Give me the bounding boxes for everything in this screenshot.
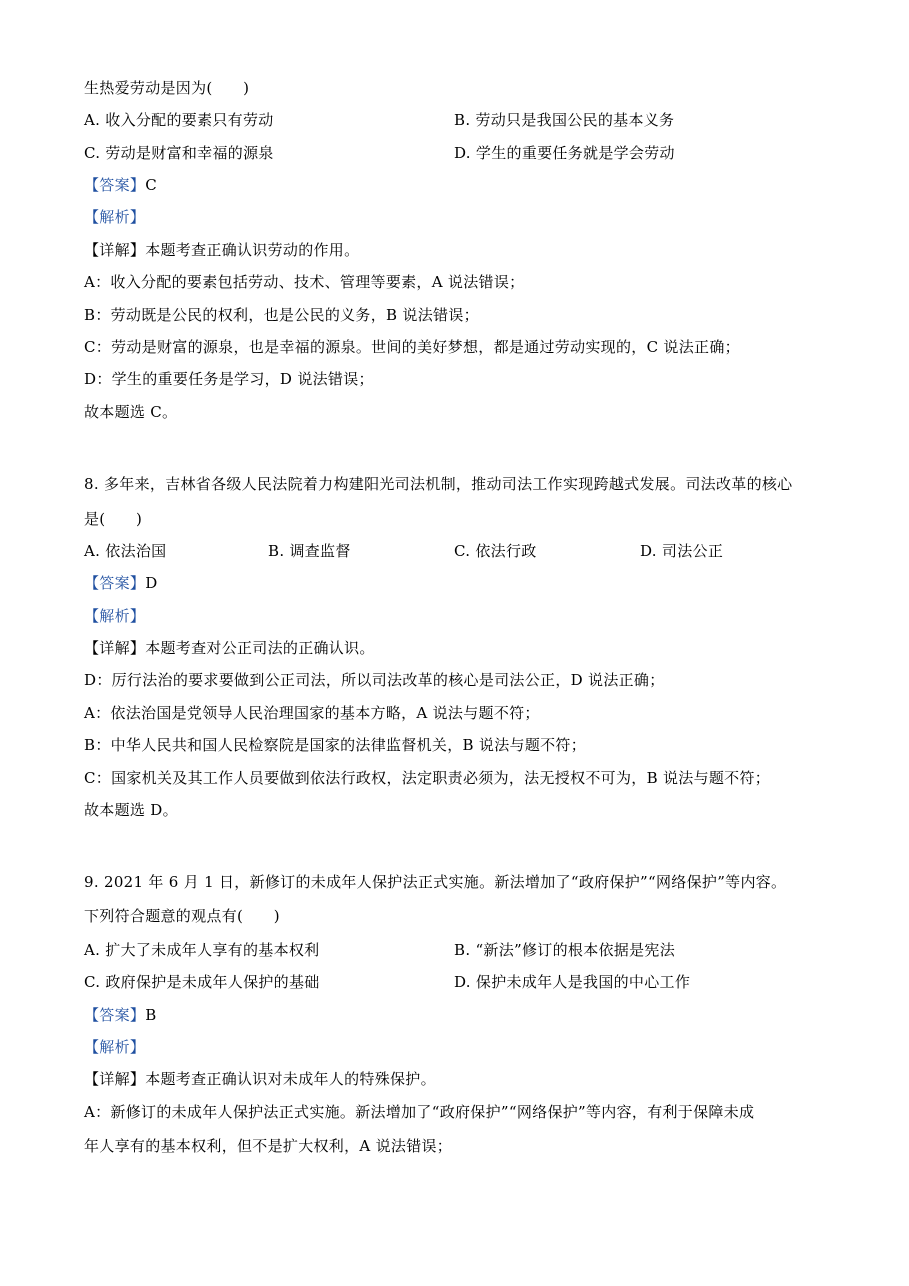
q8-detail-line: 【详解】本题考查对公正司法的正确认识。 <box>84 639 375 657</box>
q7-option-b: B. 劳动只是我国公民的基本义务 <box>454 111 675 129</box>
q8-detail-line: D：厉行法治的要求要做到公正司法，所以司法改革的核心是司法公正，D 说法正确； <box>84 671 665 689</box>
q7-option-c: C. 劳动是财富和幸福的源泉 <box>84 144 274 162</box>
q7-conclusion: 故本题选 C。 <box>84 403 178 421</box>
q8-stem-line2: 是( ) <box>84 510 143 528</box>
q9-detail-line: 【详解】本题考查正确认识对未成年人的特殊保护。 <box>84 1070 436 1088</box>
q8-option-a: A. 依法治国 <box>84 542 167 560</box>
q9-analysis-label: 【解析】 <box>84 1038 146 1056</box>
q8-answer-value: D <box>145 574 158 592</box>
q8-conclusion: 故本题选 D。 <box>84 801 178 819</box>
q8-detail-line: B：中华人民共和国人民检察院是国家的法律监督机关，B 说法与题不符； <box>84 736 587 754</box>
q7-answer-value: C <box>145 176 157 194</box>
q9-option-d: D. 保护未成年人是我国的中心工作 <box>454 973 691 991</box>
q9-option-c: C. 政府保护是未成年人保护的基础 <box>84 973 320 991</box>
q8-option-d: D. 司法公正 <box>640 542 724 560</box>
q8-answer <box>84 573 158 593</box>
q7-detail-line: A：收入分配的要素包括劳动、技术、管理等要素，A 说法错误； <box>84 273 525 291</box>
q7-answer <box>84 175 157 195</box>
q7-detail-line: C：劳动是财富的源泉，也是幸福的源泉。世间的美好梦想，都是通过劳动实现的，C 说法正确； <box>84 338 740 356</box>
q8-option-b: B. 调查监督 <box>268 542 351 560</box>
q8-detail-line: C：国家机关及其工作人员要做到依法行政权，法定职责必须为，法无授权不可为，B 说法与题不符； <box>84 769 771 787</box>
q9-stem-line2: 下列符合题意的观点有( ) <box>84 907 280 925</box>
q9-detail-line: A：新修订的未成年人保护法正式实施。新法增加了“政府保护”“网络保护”等内容，有利于保障未成 <box>84 1103 755 1121</box>
q8-answer-label: 【答案】 <box>84 574 146 592</box>
q7-option-a: A. 收入分配的要素只有劳动 <box>84 111 274 129</box>
q9-option-a: A. 扩大了未成年人享有的基本权利 <box>84 941 320 959</box>
q7-detail-line: 【详解】本题考查正确认识劳动的作用。 <box>84 241 360 259</box>
q8-detail-line: A：依法治国是党领导人民治理国家的基本方略，A 说法与题不符； <box>84 704 540 722</box>
q9-answer-label: 【答案】 <box>84 1006 146 1024</box>
q8-option-c: C. 依法行政 <box>454 542 537 560</box>
q7-detail-line: D：学生的重要任务是学习，D 说法错误； <box>84 370 374 388</box>
q7-stem-tail: 生热爱劳动是因为( ) <box>84 79 250 97</box>
q9-stem-line1: 9. 2021 年 6 月 1 日，新修订的未成年人保护法正式实施。新法增加了“政府保护”“网络保护”等内容。 <box>84 873 787 891</box>
q7-option-d: D. 学生的重要任务就是学会劳动 <box>454 144 675 162</box>
q8-stem-line1: 8. 多年来，吉林省各级人民法院着力构建阳光司法机制，推动司法工作实现跨越式发展。司法改革的核心 <box>84 475 793 493</box>
q9-option-b: B. “新法”修订的根本依据是宪法 <box>454 941 675 959</box>
q7-analysis-label: 【解析】 <box>84 208 146 226</box>
q9-answer <box>84 1005 157 1025</box>
q7-answer-label: 【答案】 <box>84 176 146 194</box>
q7-detail-line: B：劳动既是公民的权利，也是公民的义务，B 说法错误； <box>84 306 479 324</box>
q9-answer-value: B <box>145 1006 157 1024</box>
q9-detail-line: 年人享有的基本权利，但不是扩大权利，A 说法错误； <box>84 1137 453 1155</box>
q8-analysis-label: 【解析】 <box>84 607 146 625</box>
